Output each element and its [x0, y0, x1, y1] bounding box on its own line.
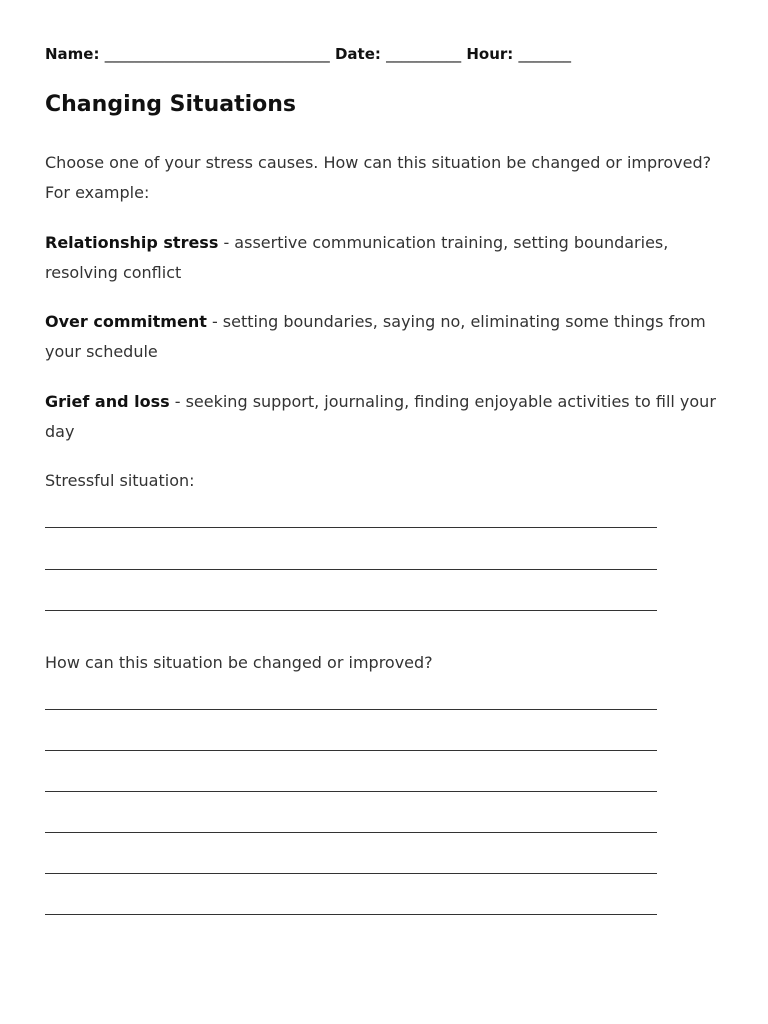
- hour-label: Hour:: [466, 45, 514, 63]
- date-blank: __________: [386, 45, 462, 63]
- date-label: Date:: [334, 45, 381, 63]
- intro-paragraph: Choose one of your stress causes. How can this situation be changed or improved? For example:: [45, 153, 712, 202]
- improvement-answer-line[interactable]: [45, 709, 657, 710]
- hour-blank: _______: [518, 45, 572, 63]
- situation-answer-line[interactable]: [45, 527, 657, 528]
- stressful-situation-prompt: Stressful situation:: [45, 471, 195, 490]
- example-description: - assertive communication training, setting boundaries, resolving conflict: [45, 233, 669, 282]
- name-blank: ______________________________: [104, 45, 330, 63]
- example-over-commitment: [45, 307, 725, 367]
- improvement-answer-line[interactable]: [45, 832, 657, 833]
- name-label: Name:: [45, 45, 100, 63]
- improvement-answer-line[interactable]: [45, 914, 657, 915]
- example-term: Grief and loss: [45, 392, 170, 411]
- example-term: Relationship stress: [45, 233, 219, 252]
- student-info-header: [45, 45, 571, 63]
- situation-answer-line[interactable]: [45, 610, 657, 611]
- improvement-answer-line[interactable]: [45, 791, 657, 792]
- example-description: - seeking support, journaling, finding enjoyable activities to fill your day: [45, 392, 716, 441]
- improvement-prompt: How can this situation be changed or improved?: [45, 653, 433, 672]
- example-term: Over commitment: [45, 312, 207, 331]
- improvement-answer-line[interactable]: [45, 873, 657, 874]
- improvement-answer-line[interactable]: [45, 750, 657, 751]
- situation-answer-line[interactable]: [45, 569, 657, 570]
- example-grief-and-loss: [45, 387, 725, 447]
- example-description: - setting boundaries, saying no, eliminating some things from your schedule: [45, 312, 706, 361]
- page-title: Changing Situations: [45, 92, 297, 117]
- example-relationship-stress: [45, 228, 725, 288]
